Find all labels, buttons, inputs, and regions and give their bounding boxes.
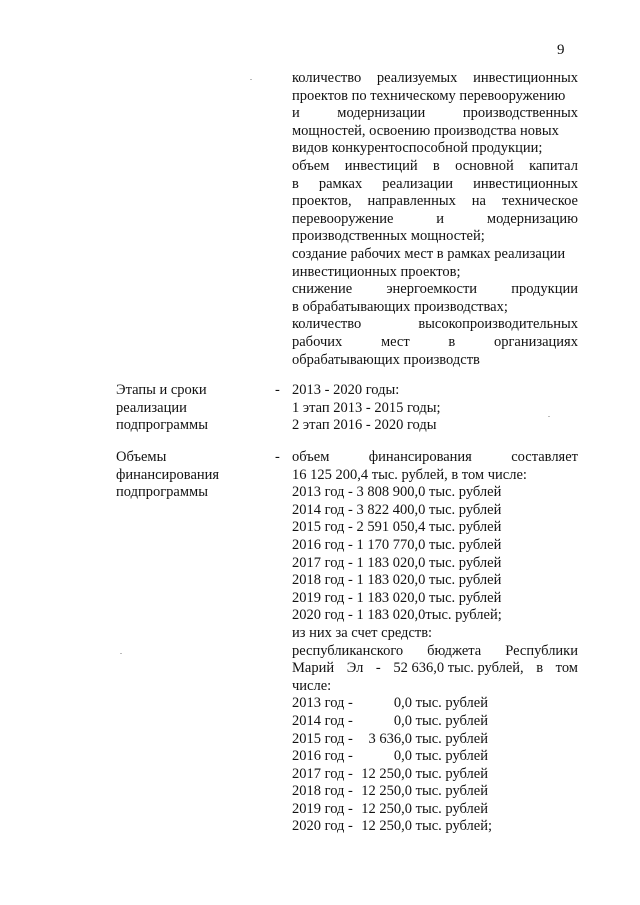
indicator-line-word: количество: [292, 70, 362, 86]
regional-year: 2016 год -: [292, 748, 353, 765]
indicator-line-word: объем: [292, 157, 330, 174]
stages-label-line: Этапы и сроки: [116, 382, 207, 398]
indicator-line: [292, 246, 578, 264]
regional-unit: тыс. рублей;: [415, 818, 492, 835]
indicator-line-word: инвестиционных проектов;: [292, 263, 461, 280]
regional-year-row: [292, 748, 578, 766]
indicator-line-word: производственных мощностей;: [292, 228, 485, 245]
indicator-line-word: создание рабочих мест в рамках реализации: [292, 245, 566, 262]
funding-year-row: 2017 год - 1 183 020,0 тыс. рублей: [292, 554, 502, 571]
regional-year-row: [292, 713, 578, 731]
indicator-line-word: проектов,: [292, 193, 352, 210]
indicator-line-word: инвестиционных: [473, 70, 578, 86]
budget-line: [292, 643, 578, 661]
indicator-line: [292, 193, 578, 211]
stages-label-line: подпрограммы: [116, 417, 208, 434]
indicator-line-word: в обрабатывающих производствах;: [292, 298, 508, 315]
indicator-line-word: организациях: [493, 333, 578, 350]
indicator-line-word: рабочих: [292, 333, 343, 350]
indicator-line: [292, 264, 578, 282]
indicator-line-word: видов конкурентоспособной продукции;: [292, 140, 543, 157]
indicator-line: [292, 211, 578, 229]
indicator-line-word: высокопроизводительных: [418, 316, 578, 333]
funding-value: [292, 449, 578, 836]
scan-speck: [120, 653, 122, 654]
indicator-line-word: и: [292, 105, 300, 122]
stages-label: [116, 382, 266, 435]
regional-year-row: [292, 731, 578, 749]
regional-year: 2017 год -: [292, 765, 353, 782]
indicator-line: [292, 158, 578, 176]
regional-year-row: [292, 801, 578, 819]
indicator-line-word: в: [448, 333, 456, 350]
indicator-line-word: инвестиционных: [473, 175, 578, 192]
budget-line-word: Республики: [505, 642, 578, 659]
indicator-line-word: в: [292, 175, 299, 192]
indicator-line-word: основной: [455, 157, 514, 174]
page-number: 9: [557, 42, 565, 58]
regional-amount: 12 250,0: [361, 818, 412, 835]
indicator-line-word: обрабатывающих производств: [292, 351, 480, 368]
stages-dash: -: [275, 382, 280, 398]
funding-sources-line: из них за счет средств:: [292, 624, 433, 641]
funding-year-row: 2019 год - 1 183 020,0 тыс. рублей: [292, 589, 502, 606]
funding-label: [116, 449, 266, 502]
budget-line-word: бюджета: [427, 642, 482, 659]
budget-line-word: республиканского: [292, 642, 404, 659]
scan-speck: [250, 79, 252, 80]
budget-line-word: Эл: [346, 660, 364, 677]
indicator-line-word: реализации: [382, 175, 454, 192]
regional-year: 2014 год -: [292, 712, 353, 729]
funding-intro-line-word: составляет: [511, 449, 578, 465]
indicator-line-word: снижение: [292, 281, 353, 298]
indicator-line: [292, 281, 578, 299]
regional-year: 2015 год -: [292, 730, 353, 747]
stages-line: 1 этап 2013 - 2015 годы;: [292, 399, 441, 416]
indicator-line-word: модернизацию: [486, 210, 578, 227]
indicator-line-word: проектов по техническому перевооружению: [292, 87, 566, 104]
indicator-line-word: направленных: [367, 193, 456, 210]
regional-unit: тыс. рублей: [415, 783, 488, 800]
funding-label-line: финансирования: [116, 466, 220, 483]
indicator-line-word: модернизации: [337, 105, 426, 122]
budget-line-word: 52 636,0 тыс. рублей,: [393, 660, 524, 677]
budget-line-word: числе:: [292, 677, 332, 694]
regional-unit: тыс. рублей: [415, 748, 488, 765]
indicator-line: [292, 176, 578, 194]
scan-speck: [548, 416, 550, 417]
regional-year: 2020 год -: [292, 818, 353, 835]
regional-year: 2018 год -: [292, 783, 353, 800]
regional-year: 2019 год -: [292, 800, 353, 817]
funding-intro-line: [292, 449, 578, 467]
indicator-line-word: производственных: [462, 105, 578, 122]
regional-year-row: [292, 818, 578, 836]
indicator-line-word: перевооружение: [292, 210, 394, 227]
stages-value: [292, 382, 578, 435]
indicator-line-word: инвестиций: [344, 157, 418, 174]
stages-line: 2 этап 2016 - 2020 годы: [292, 417, 437, 434]
indicator-line: [292, 140, 578, 158]
indicator-line: [292, 299, 578, 317]
funding-year-row: 2013 год - 3 808 900,0 тыс. рублей: [292, 484, 502, 501]
indicators-list: [292, 70, 578, 369]
regional-amount: 0,0: [393, 748, 412, 765]
regional-year-row: [292, 766, 578, 784]
regional-unit: тыс. рублей: [415, 712, 488, 729]
funding-intro-line-word: объем: [292, 449, 330, 465]
funding-year-row: 2016 год - 1 170 770,0 тыс. рублей: [292, 536, 502, 553]
indicator-line-word: количество: [292, 316, 362, 333]
budget-line-word: том: [555, 660, 578, 677]
regional-amount: 12 250,0: [361, 765, 412, 782]
budget-line-word: -: [375, 660, 381, 677]
funding-year-row: 2015 год - 2 591 050,4 тыс. рублей: [292, 519, 502, 536]
indicator-line-word: на: [471, 193, 486, 210]
indicator-line: [292, 228, 578, 246]
indicator-line: [292, 123, 578, 141]
indicator-line-word: реализуемых: [376, 70, 458, 86]
indicator-line: [292, 334, 578, 352]
indicator-line: [292, 70, 578, 88]
regional-amount: 12 250,0: [361, 800, 412, 817]
regional-amount: 0,0: [393, 695, 412, 712]
funding-year-row: 2020 год - 1 183 020,0тыс. рублей;: [292, 607, 502, 624]
regional-unit: тыс. рублей: [415, 695, 488, 712]
indicator-line: [292, 105, 578, 123]
funding-label-line: Объемы: [116, 449, 167, 465]
indicator-line: [292, 352, 578, 370]
regional-unit: тыс. рублей: [415, 765, 488, 782]
indicator-line: [292, 88, 578, 106]
indicator-line-word: мест: [380, 333, 410, 350]
regional-unit: тыс. рублей: [415, 730, 488, 747]
budget-line: [292, 678, 578, 696]
regional-unit: тыс. рублей: [415, 800, 488, 817]
regional-year-row: [292, 783, 578, 801]
budget-line: [292, 660, 578, 678]
budget-line-word: Марий: [292, 660, 335, 677]
stages-line: 2013 - 2020 годы:: [292, 382, 400, 398]
indicator-line-word: в: [432, 157, 440, 174]
budget-line-word: в: [536, 660, 544, 677]
indicator-line-word: капитал: [529, 157, 578, 174]
regional-amount: 0,0: [393, 712, 412, 729]
regional-year-row: [292, 695, 578, 713]
stages-label-line: реализации: [116, 399, 187, 416]
indicator-line-word: мощностей, освоению производства новых: [292, 122, 559, 139]
funding-intro-line: [292, 467, 578, 485]
regional-year: 2013 год -: [292, 695, 353, 712]
regional-amount: 12 250,0: [361, 783, 412, 800]
indicator-line-word: продукции: [511, 281, 578, 298]
indicator-line-word: техническое: [501, 193, 578, 210]
indicator-line-word: рамках: [318, 175, 363, 192]
funding-year-row: 2018 год - 1 183 020,0 тыс. рублей: [292, 572, 502, 589]
indicator-line: [292, 316, 578, 334]
indicator-line-word: и: [436, 210, 445, 227]
regional-amount: 3 636,0: [368, 730, 412, 747]
funding-intro-line-word: финансирования: [368, 449, 472, 465]
indicator-line-word: энергоемкости: [386, 281, 478, 298]
funding-year-row: 2014 год - 3 822 400,0 тыс. рублей: [292, 501, 502, 518]
funding-intro-line-word: 16 125 200,4 тыс. рублей, в том числе:: [292, 466, 527, 483]
funding-label-line: подпрограммы: [116, 484, 208, 501]
funding-dash: -: [275, 449, 280, 465]
